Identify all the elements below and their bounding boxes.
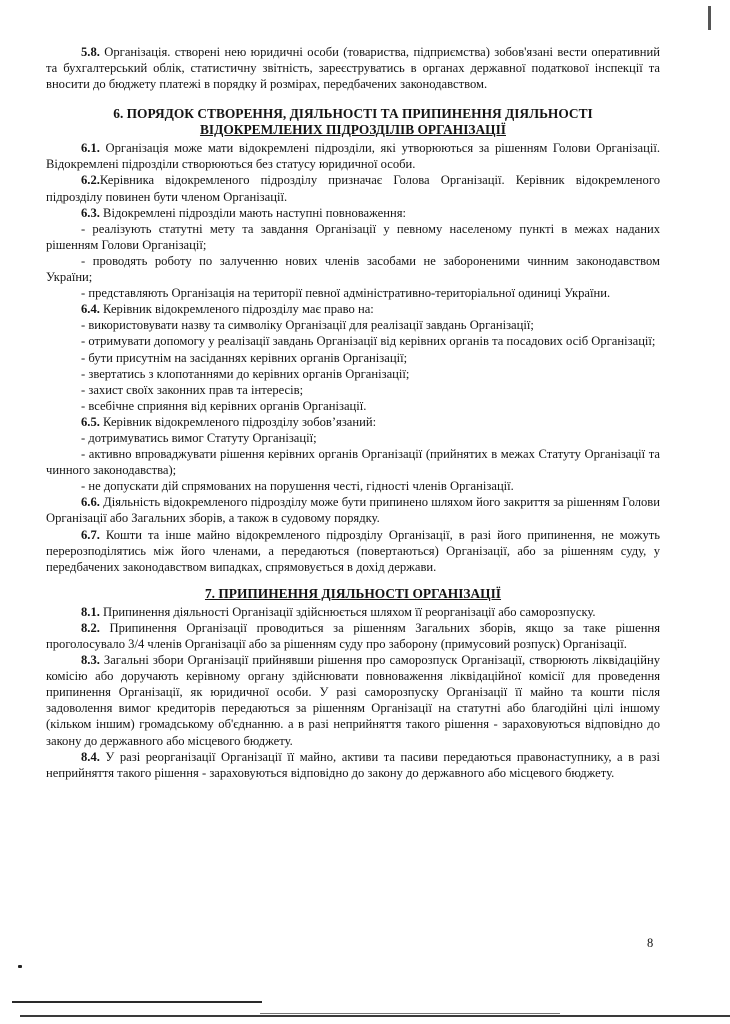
list-item: - звертатись з клопотаннями до керівних органів Організації;: [81, 366, 410, 381]
clause-number: 6.6.: [81, 495, 100, 510]
section-7-heading: 7. ПРИПИНЕННЯ ДІЯЛЬНОСТІ ОРГАНІЗАЦІЇ: [204, 585, 502, 601]
clause-number: 8.1.: [81, 604, 100, 619]
list-item: - всебічне сприяння від керівних органів Організації.: [81, 398, 367, 413]
document-page: [46, 44, 660, 781]
clause-number: 6.7.: [81, 527, 100, 542]
clause-number: 8.2.: [81, 620, 100, 635]
paragraph-6-3: 6.3. Відокремлені підрозділи мають наступні повноваження:: [81, 205, 407, 220]
section-6-title-line1: 6. ПОРЯДОК СТВОРЕННЯ, ДІЯЛЬНОСТІ ТА ПРИПИНЕННЯ ДІЯЛЬНОСТІ: [113, 106, 593, 122]
page-number: 8: [647, 936, 654, 950]
list-item: - активно впроваджувати рішення керівних органів Організації (прийнятих в межах Статуту Організації та чинного законодавства);: [46, 447, 660, 478]
list-item: - бути присутнім на засіданнях керівних органів Організації;: [81, 350, 408, 365]
list-item: - захист своїх законних прав та інтересів;: [81, 382, 304, 397]
paragraph-6-4: 6.4. Керівник відокремленого підрозділу має право на:: [81, 302, 374, 317]
list-item: - не допускати дій спрямованих на порушення честі, гідності членів Організації.: [81, 479, 514, 494]
scan-speck: [18, 965, 22, 968]
list-item: - отримувати допомогу у реалізації завдань Організації від керівних органів та посадових осіб Організації;: [81, 334, 656, 349]
clause-number: 5.8.: [81, 45, 100, 59]
paragraph-8-2: 8.2. Припинення Організації проводиться за рішенням Загальних зборів, якщо за таке рішення проголосувало 3/4 членів Організації або за рішенням суду про заборону (примусовий розпуск) Організації.: [46, 620, 660, 651]
paragraph-6-5: 6.5. Керівник відокремленого підрозділу зобов’язаний:: [81, 414, 377, 429]
clause-number: 6.4.: [81, 302, 100, 317]
list-item: - використовувати назву та символіку Організації для реалізації завдань Організації;: [81, 318, 534, 333]
paragraph-6-7: 6.7. Кошти та інше майно відокремленого підрозділу Організації, в разі його припинення, не можуть перерозподілятись між його членами, а передаються (повертаються) Організації, або за рішенням суду, у передбачених законодавством випадках, спрямовується в дохід держави.: [46, 527, 660, 574]
section-6-heading: [46, 106, 660, 138]
paragraph-8-3: 8.3. Загальні збори Організації прийнявши рішення про саморозпуск Організації, створюють ліквідаційну комісію або доручають керівному органу здійснювати повноваження ліквідаційної комісії для проведення припинення Організації, як юридичної особи. У разі саморозпуску Організації її майно та кошти після задоволення вимог кредиторів передаються за рішенням Організації на статутні або благодійні цілі іншому (кільком іншим) громадському об'єднанню. а в разі неприйняття такого рішення - зараховуються відповідно до закону до державного або місцевого бюджету.: [46, 653, 660, 748]
scan-edge-mark: [708, 6, 711, 30]
list-item: - проводять роботу по залученню нових членів засобами не забороненими чинним законодавством України;: [46, 253, 660, 285]
scan-bottom-line: [260, 1013, 560, 1014]
list-item: - реалізують статутні мету та завдання Організації у певному населеному пункті в межах наданих рішенням Голови Організації;: [46, 221, 660, 252]
clause-number: 6.5.: [81, 414, 100, 429]
paragraph-6-6: 6.6. Діяльність відокремленого підрозділу може бути припинено шляхом його закриття за рішенням Голови Організації або Загальних зборів, а також в судовому порядку.: [46, 495, 660, 526]
clause-number: 6.1.: [81, 141, 100, 156]
clause-number: 8.4.: [81, 749, 100, 764]
clause-number: 6.3.: [81, 205, 100, 220]
clause-number: 8.3.: [81, 653, 100, 668]
paragraph-6-1: 6.1. Організація може мати відокремлені підрозділи, які утворюються за рішенням Голови Організації. Відокремлені підрозділи створюються без статусу юридичної особи.: [46, 141, 660, 172]
list-item: - дотримуватись вимог Статуту Організації;: [81, 430, 317, 445]
paragraph-5-8: 5.8. Організація. створені нею юридичні особи (товариства, підприємства) зобов'язані вести оперативний та бухгалтерський облік, статистичну звітність, зареєструватись в органах державної податкової інспекції та вносити до бюджету платежі в порядку й розмірах, передбачених законодавством.: [46, 45, 660, 92]
scan-bottom-line: [12, 1001, 262, 1003]
section-6-title-line2: ВІДОКРЕМЛЕНИХ ПІДРОЗДІЛІВ ОРГАНІЗАЦІЇ: [199, 122, 506, 138]
paragraph-6-2: 6.2.Керівника відокремленого підрозділу призначає Голова Організації. Керівник відокремленого підрозділу повинен бути членом Організації.: [46, 173, 660, 204]
paragraph-8-4: 8.4. У разі реорганізації Організації її майно, активи та пасиви передаються правонаступнику, а в разі неприйняття такого рішення - зараховуються відповідно до закону до державного або місцевого бюджету.: [46, 749, 660, 780]
list-item: - представляють Організація на території певної адміністративно-територіальної одиниці України.: [81, 286, 611, 301]
scan-bottom-edge: [20, 1015, 730, 1017]
clause-number: 6.2.: [81, 173, 100, 188]
paragraph-8-1: 8.1. Припинення діяльності Організації здійснюється шляхом її реорганізації або саморозпуску.: [81, 604, 596, 619]
